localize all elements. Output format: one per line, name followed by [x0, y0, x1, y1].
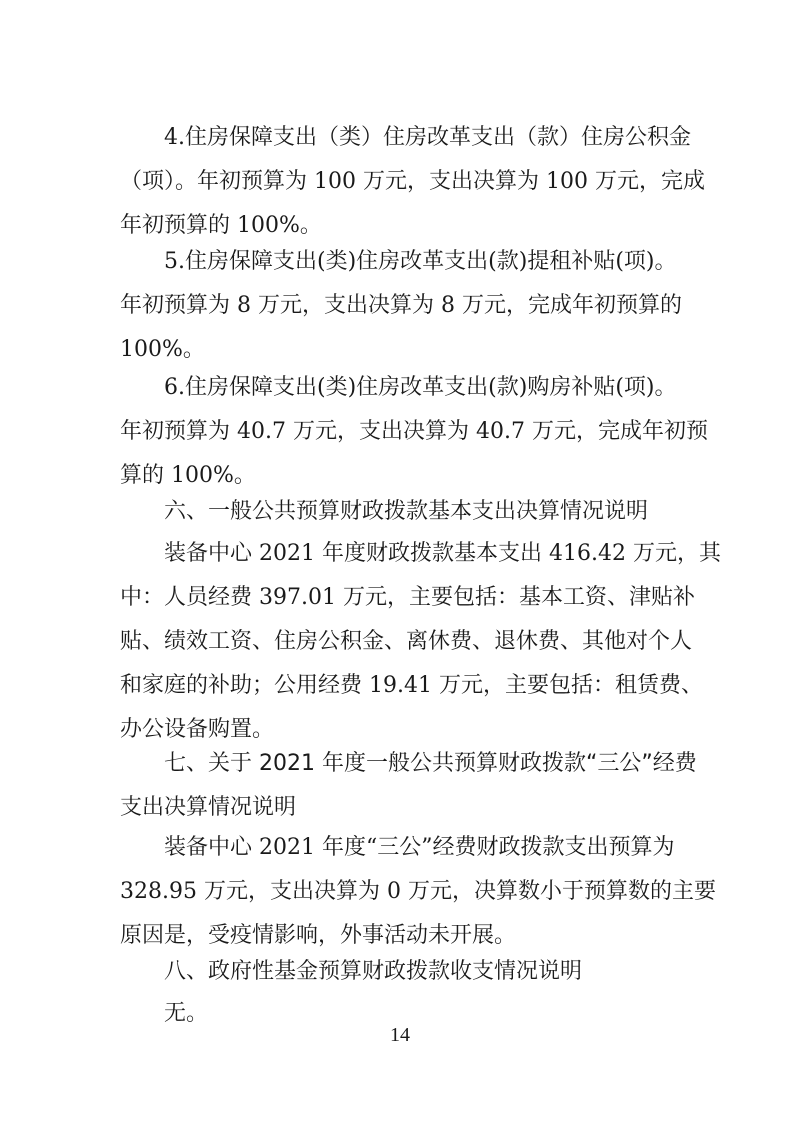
paragraph-line: （项）。年初预算为 100 万元，支出决算为 100 万元，完成	[120, 169, 705, 194]
section-heading: 支出决算情况说明	[120, 795, 297, 820]
paragraph-line: 装备中心 2021 年度“三公”经费财政拨款支出预算为	[164, 835, 675, 860]
paragraph-item-4	[120, 116, 705, 248]
section-6-heading	[120, 490, 682, 534]
paragraph-line: 6.住房保障支出(类)住房改革支出(款)购房补贴(项)。	[164, 375, 677, 400]
paragraph-line: 年初预算为 8 万元，支出决算为 8 万元，完成年初预算的	[120, 293, 682, 318]
section-7-heading	[120, 742, 697, 830]
page-number: 14	[390, 1024, 410, 1046]
section-heading: 七、关于 2021 年度一般公共预算财政拨款“三公”经费	[164, 751, 697, 776]
paragraph-item-6	[120, 366, 708, 498]
paragraph-line: 100%。	[120, 337, 205, 362]
section-heading: 八、政府性基金预算财政拨款收支情况说明	[164, 959, 583, 984]
section-6-body	[120, 532, 721, 752]
paragraph-line: 贴、绩效工资、住房公积金、离休费、退休费、其他对个人	[120, 629, 693, 654]
paragraph-item-5	[120, 240, 682, 372]
section-heading: 六、一般公共预算财政拨款基本支出决算情况说明	[164, 499, 649, 524]
paragraph-line: 和家庭的补助；公用经费 19.41 万元，主要包括：租赁费、	[120, 673, 703, 698]
paragraph-line: 中：人员经费 397.01 万元，主要包括：基本工资、津贴补	[120, 585, 695, 610]
paragraph-line: 装备中心 2021 年度财政拨款基本支出 416.42 万元，其	[164, 541, 721, 566]
paragraph-line: 无。	[164, 1001, 209, 1026]
paragraph-line: 算的 100%。	[120, 463, 256, 488]
paragraph-line: 5.住房保障支出(类)住房改革支出(款)提租补贴(项)。	[164, 249, 677, 274]
section-7-body	[120, 826, 716, 958]
paragraph-line: 年初预算为 40.7 万元，支出决算为 40.7 万元，完成年初预	[120, 419, 708, 444]
paragraph-line: 原因是，受疫情影响，外事活动未开展。	[120, 923, 517, 948]
section-8-heading	[120, 950, 682, 994]
paragraph-line: 4.住房保障支出（类）住房改革支出（款）住房公积金	[164, 125, 691, 150]
paragraph-line: 办公设备购置。	[120, 717, 275, 742]
paragraph-line: 328.95 万元，支出决算为 0 万元，决算数小于预算数的主要	[120, 879, 716, 904]
paragraph-line: 年初预算的 100%。	[120, 213, 322, 238]
